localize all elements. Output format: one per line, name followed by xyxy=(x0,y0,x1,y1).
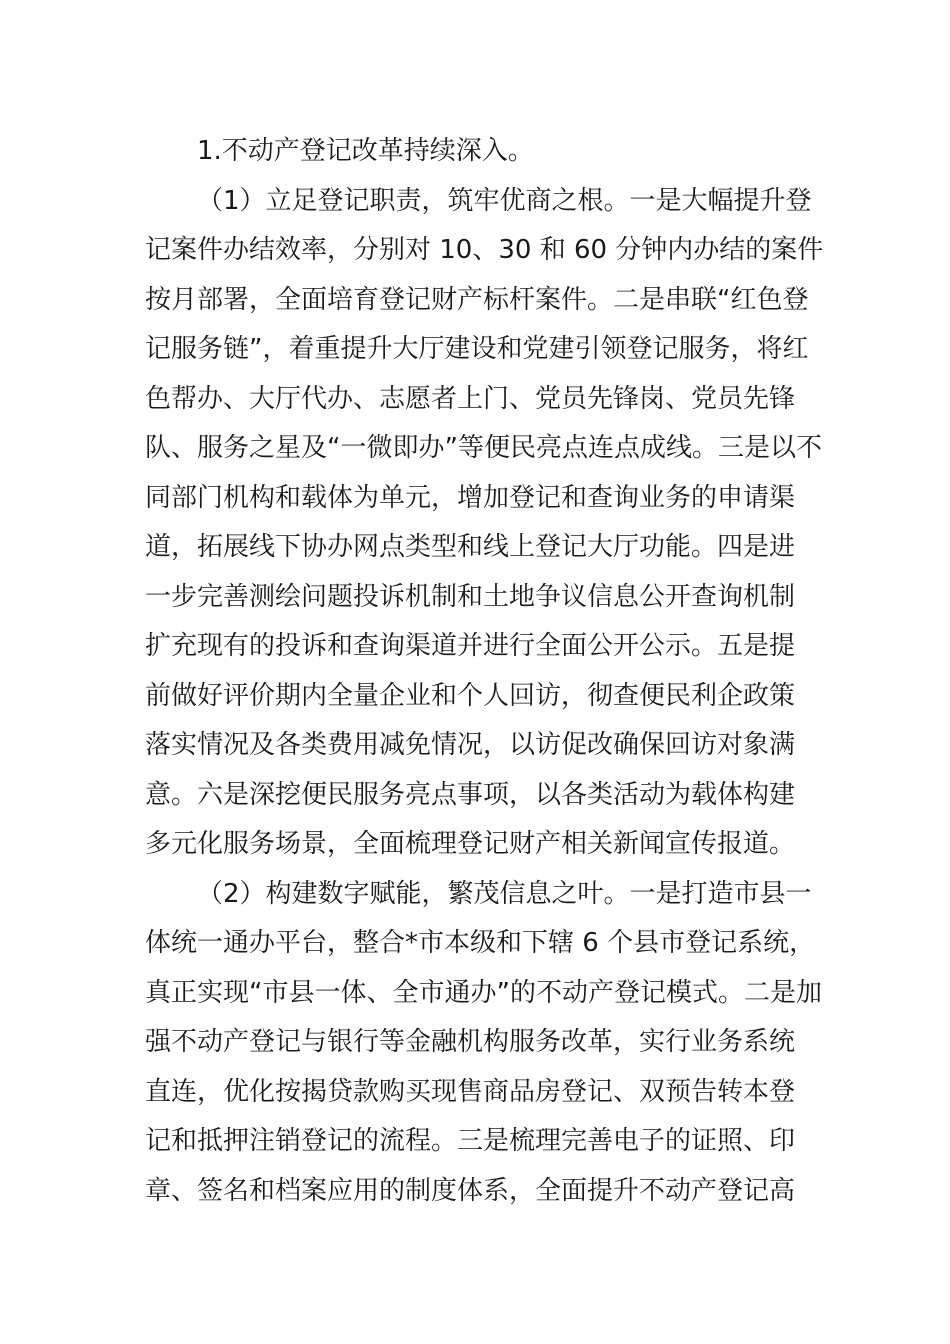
document-body xyxy=(145,127,824,1216)
paragraph-line: 色帮办、大厅代办、志愿者上门、党员先锋岗、党员先锋 xyxy=(145,383,796,414)
paragraph-line: 同部门机构和载体为单元，增加登记和查询业务的申请渠 xyxy=(145,482,796,513)
paragraph-line: 记服务链”，着重提升大厅建设和党建引领登记服务，将红 xyxy=(145,334,809,364)
paragraph-line: 多元化服务场景，全面梳理登记财产相关新闻宣传报道。 xyxy=(145,829,796,859)
paragraph-line: 扩充现有的投诉和查询渠道并进行全面公开公示。五是提 xyxy=(145,631,796,661)
section-heading: 1.不动产登记改革持续深入。 xyxy=(197,136,534,166)
paragraph-line: 前做好评价期内全量企业和个人回访，彻查便民利企政策 xyxy=(145,680,796,711)
paragraph-1 xyxy=(145,177,824,870)
paragraph-line: 落实情况及各类费用减免情况，以访促改确保回访对象满 xyxy=(145,730,796,760)
paragraph-line: 真正实现“市县一体、全市通办”的不动产登记模式。二是加 xyxy=(145,977,822,1008)
paragraph-line: （2）构建数字赋能，繁茂信息之叶。一是打造市县一 xyxy=(197,878,812,909)
paragraph-line: （1）立足登记职责，筑牢优商之根。一是大幅提升登 xyxy=(197,185,812,216)
paragraph-2 xyxy=(145,870,822,1217)
paragraph-line: 章、签名和档案应用的制度体系，全面提升不动产登记高 xyxy=(145,1175,796,1206)
paragraph-line: 按月部署，全面培育登记财产标杆案件。二是串联“红色登 xyxy=(145,284,809,315)
paragraph-line: 体统一通办平台，整合*市本级和下辖 6 个县市登记系统， xyxy=(145,928,816,958)
paragraph-line: 强不动产登记与银行等金融机构服务改革，实行业务系统 xyxy=(145,1027,796,1057)
paragraph-line: 一步完善测绘问题投诉机制和土地争议信息公开查询机制 xyxy=(145,581,796,612)
paragraph-line: 直连，优化按揭贷款购买现售商品房登记、双预告转本登 xyxy=(145,1076,796,1107)
paragraph-line: 队、服务之星及“一微即办”等便民亮点连点成线。三是以不 xyxy=(145,433,822,463)
paragraph-line: 意。六是深挖便民服务亮点事项，以各类活动为载体构建 xyxy=(145,779,796,810)
paragraph-line: 记案件办结效率，分别对 10、30 和 60 分钟内办结的案件 xyxy=(145,235,824,265)
paragraph-line: 道，拓展线下协办网点类型和线上登记大厅功能。四是进 xyxy=(145,532,796,562)
paragraph-line: 记和抵押注销登记的流程。三是梳理完善电子的证照、印 xyxy=(145,1126,796,1156)
